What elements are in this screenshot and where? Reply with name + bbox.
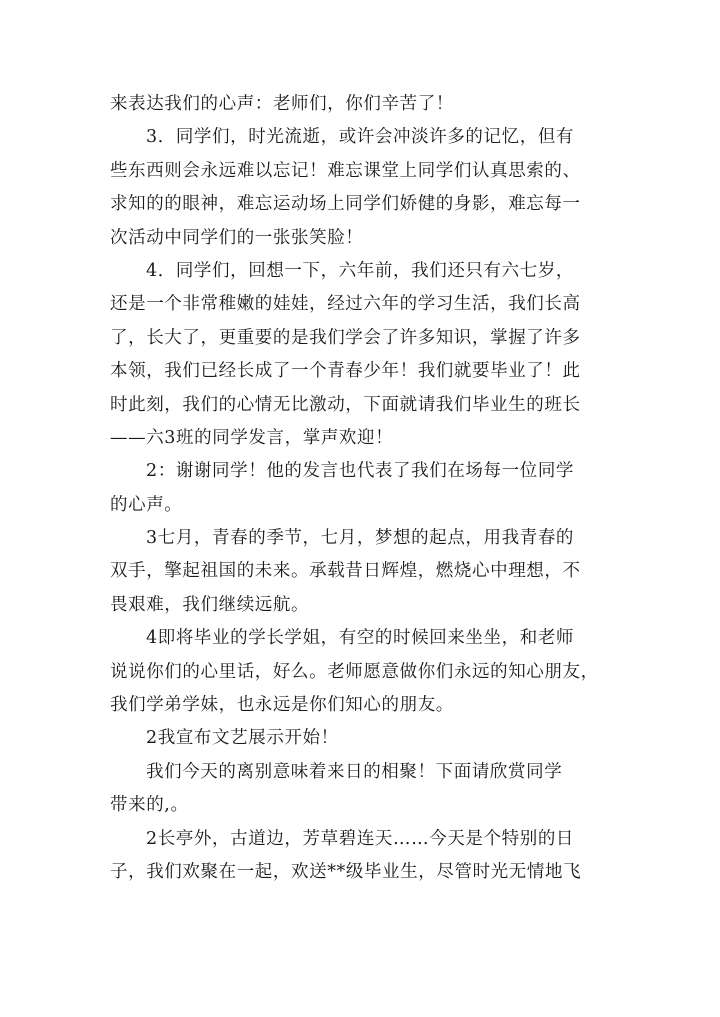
text-line: 时此刻，我们的心情无比激动，下面就请我们毕业生的班长 — [110, 394, 581, 415]
text-line: 次活动中同学们的一张张笑脸！ — [110, 227, 364, 248]
text-line: 来表达我们的心声：老师们，你们辛苦了！ — [110, 94, 454, 114]
text-line: 3七月，青春的季节，七月，梦想的起点，用我青春的 — [146, 528, 575, 549]
text-line: 求知的的眼神，难忘运动场上同学们娇健的身影，难忘每一 — [110, 194, 581, 215]
text-line: 还是一个非常稚嫩的娃娃，经过六年的学习生活，我们长高 — [110, 294, 581, 315]
text-line: 子，我们欢聚在一起，欢送**级毕业生，尽管时光无情地飞 — [110, 861, 582, 882]
text-line: ——六3班的同学发言，掌声欢迎！ — [110, 427, 394, 448]
text-line: 畏艰难，我们继续远航。 — [110, 594, 310, 615]
text-line: 4即将毕业的学长学姐，有空的时候回来坐坐，和老师 — [146, 628, 575, 649]
text-line: 些东西则会永远难以忘记！难忘课堂上同学们认真思索的、 — [110, 160, 581, 181]
text-line: 3．同学们，时光流逝，或许会冲淡许多的记忆，但有 — [146, 127, 575, 148]
text-line: 说说你们的心里话，好么。老师愿意做你们永远的知心朋友， — [110, 661, 599, 682]
text-line: 2我宣布文艺展示开始！ — [146, 728, 339, 749]
text-line: 本领，我们已经长成了一个青春少年！我们就要毕业了！此 — [110, 361, 581, 382]
text-line: 2：谢谢同学！他的发言也代表了我们在场每一位同学 — [146, 461, 575, 482]
text-line: 2长亭外，古道边，芳草碧连天……今天是个特别的日 — [146, 828, 575, 849]
text-line: 我们今天的离别意味着来日的相聚！下面请欣赏同学 — [146, 761, 563, 782]
text-line: 的心声。 — [110, 494, 183, 515]
text-line: 了，长大了，更重要的是我们学会了许多知识，掌握了许多 — [110, 327, 581, 348]
text-line: 带来的,。 — [110, 795, 189, 816]
text-line: 4．同学们，回想一下，六年前，我们还只有六七岁， — [146, 260, 575, 281]
text-line: 我们学弟学妹，也永远是你们知心的朋友。 — [110, 695, 454, 716]
text-line: 双手，擎起祖国的未来。承载昔日辉煌，燃烧心中理想，不 — [110, 561, 581, 582]
document-body — [110, 88, 620, 889]
